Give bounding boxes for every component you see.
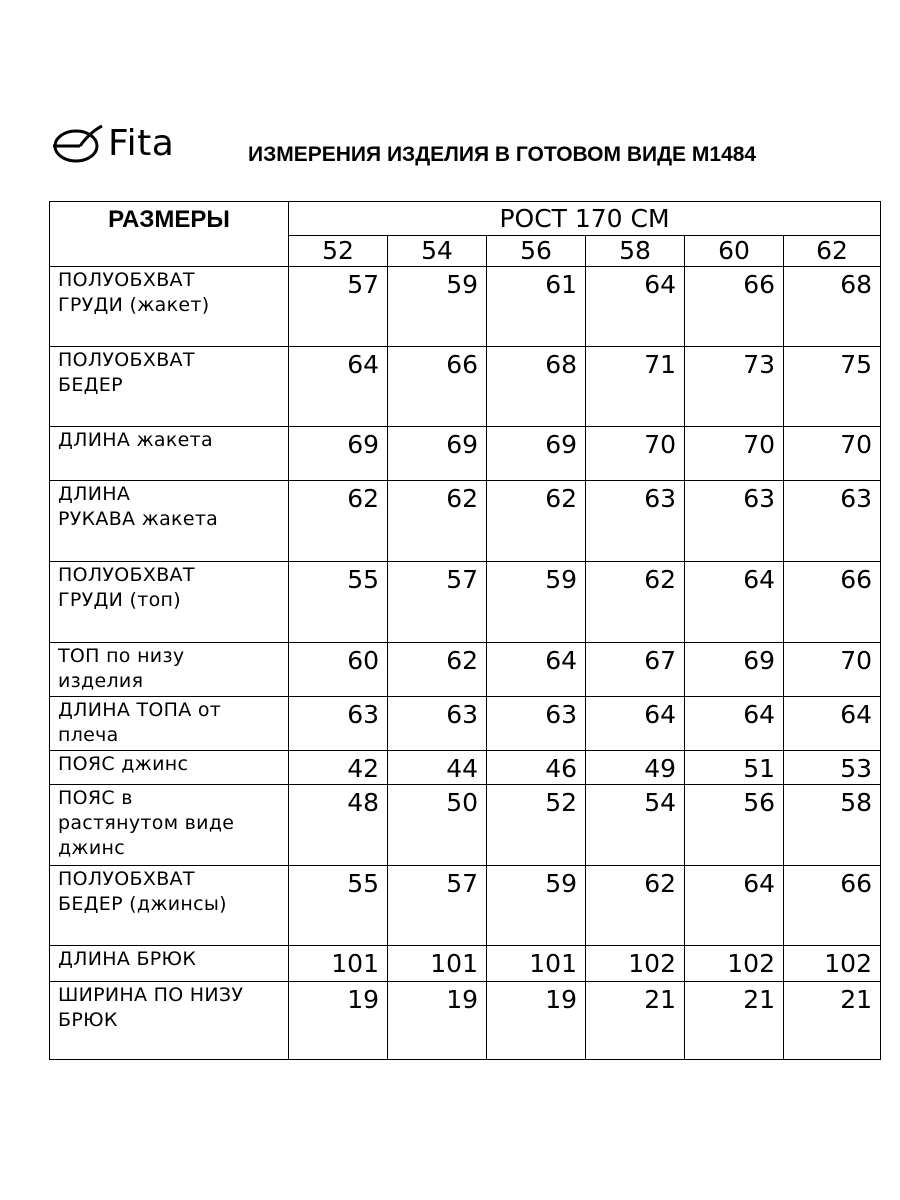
measurement-value: 55 — [289, 866, 388, 946]
table-row — [50, 982, 881, 1060]
measurement-value: 64 — [289, 347, 388, 427]
measurement-value: 62 — [586, 866, 685, 946]
table-row — [50, 347, 881, 427]
growth-header: РОСТ 170 СМ — [289, 202, 881, 236]
measurement-label-line: ШИРИНА ПО НИЗУ — [58, 984, 244, 1006]
table-row — [50, 643, 881, 697]
measurement-value: 66 — [784, 562, 881, 643]
measurement-value: 102 — [685, 946, 784, 982]
measurement-label-line: БЕДЕР — [58, 374, 123, 396]
measurement-label-line: ПОЯС в — [58, 787, 133, 809]
measurement-value: 64 — [487, 643, 586, 697]
measurement-label — [50, 982, 289, 1060]
measurement-label-line: ГРУДИ (топ) — [58, 589, 181, 611]
measurement-value: 66 — [685, 267, 784, 347]
measurement-value: 61 — [487, 267, 586, 347]
brand-name: Fita — [108, 123, 175, 164]
measurement-label-line: изделия — [58, 670, 144, 692]
fita-logo-icon — [50, 122, 104, 166]
table-row — [50, 751, 881, 785]
measurement-label — [50, 785, 289, 866]
measurement-label-line: ТОП по низу — [58, 645, 185, 667]
measurement-value: 55 — [289, 562, 388, 643]
measurement-value: 46 — [487, 751, 586, 785]
measurement-value: 64 — [784, 697, 881, 751]
table-row — [50, 946, 881, 982]
measurement-value: 68 — [487, 347, 586, 427]
table-row — [50, 427, 881, 481]
measurement-label-line: ДЛИНА — [58, 483, 131, 505]
measurement-value: 62 — [586, 562, 685, 643]
measurement-value: 67 — [586, 643, 685, 697]
measurement-value: 57 — [388, 562, 487, 643]
size-header: 52 — [289, 236, 388, 267]
measurement-label-line: плеча — [58, 724, 119, 746]
measurement-value: 19 — [289, 982, 388, 1060]
measurement-value: 51 — [685, 751, 784, 785]
measurement-label-line: ПОЛУОБХВАТ — [58, 868, 195, 890]
measurement-value: 62 — [289, 481, 388, 562]
measurement-value: 71 — [586, 347, 685, 427]
measurement-label-line: ДЛИНА БРЮК — [58, 948, 197, 970]
measurement-label-line: ПОЛУОБХВАТ — [58, 349, 195, 371]
measurement-value: 64 — [586, 267, 685, 347]
measurement-label-line: ПОЯС джинс — [58, 753, 189, 775]
measurement-value: 57 — [289, 267, 388, 347]
size-header: 54 — [388, 236, 487, 267]
table-row — [50, 267, 881, 347]
measurement-value: 21 — [586, 982, 685, 1060]
size-header: 56 — [487, 236, 586, 267]
measurement-value: 63 — [487, 697, 586, 751]
measurement-value: 69 — [289, 427, 388, 481]
measurement-label — [50, 562, 289, 643]
measurement-value: 101 — [289, 946, 388, 982]
document-title: ИЗМЕРЕНИЯ ИЗДЕЛИЯ В ГОТОВОМ ВИДЕ М1484 — [248, 143, 757, 166]
measurement-value: 42 — [289, 751, 388, 785]
measurement-label — [50, 643, 289, 697]
measurement-value: 56 — [685, 785, 784, 866]
measurement-value: 54 — [586, 785, 685, 866]
size-header: 58 — [586, 236, 685, 267]
measurement-value: 64 — [685, 562, 784, 643]
measurement-label-line: БЕДЕР (джинсы) — [58, 893, 227, 915]
size-header: 62 — [784, 236, 881, 267]
measurement-value: 70 — [784, 643, 881, 697]
measurement-value: 69 — [685, 643, 784, 697]
measurement-label-line: РУКАВА жакета — [58, 508, 219, 530]
measurement-label-line: ГРУДИ (жакет) — [58, 294, 210, 316]
table-header-row — [50, 202, 881, 236]
sizes-header: РАЗМЕРЫ — [50, 202, 289, 267]
table-row — [50, 866, 881, 946]
measurement-label — [50, 481, 289, 562]
measurement-value: 53 — [784, 751, 881, 785]
measurement-value: 69 — [388, 427, 487, 481]
measurement-value: 50 — [388, 785, 487, 866]
measurement-value: 70 — [784, 427, 881, 481]
measurement-value: 101 — [388, 946, 487, 982]
measurement-value: 64 — [685, 866, 784, 946]
measurement-value: 70 — [685, 427, 784, 481]
measurement-value: 59 — [487, 562, 586, 643]
brand-logo — [50, 122, 174, 166]
measurement-label — [50, 751, 289, 785]
measurement-label — [50, 267, 289, 347]
measurement-value: 63 — [388, 697, 487, 751]
measurement-value: 58 — [784, 785, 881, 866]
measurement-value: 63 — [784, 481, 881, 562]
measurement-value: 69 — [487, 427, 586, 481]
measurement-value: 66 — [784, 866, 881, 946]
measurement-value: 21 — [685, 982, 784, 1060]
measurement-value: 57 — [388, 866, 487, 946]
measurement-value: 62 — [487, 481, 586, 562]
measurement-value: 59 — [487, 866, 586, 946]
measurement-label-line: ДЛИНА жакета — [58, 429, 213, 451]
measurement-value: 73 — [685, 347, 784, 427]
size-table — [49, 201, 881, 1060]
measurement-label-line: БРЮК — [58, 1009, 118, 1031]
measurement-label — [50, 347, 289, 427]
measurement-value: 64 — [586, 697, 685, 751]
measurement-label-line: растянутом виде — [58, 812, 235, 834]
measurement-value: 75 — [784, 347, 881, 427]
measurement-value: 66 — [388, 347, 487, 427]
measurement-value: 62 — [388, 643, 487, 697]
measurement-value: 19 — [487, 982, 586, 1060]
measurement-label-line: ДЛИНА ТОПА от — [58, 699, 222, 721]
measurement-value: 19 — [388, 982, 487, 1060]
measurement-value: 60 — [289, 643, 388, 697]
table-row — [50, 481, 881, 562]
measurement-value: 70 — [586, 427, 685, 481]
measurement-label — [50, 427, 289, 481]
measurement-value: 44 — [388, 751, 487, 785]
table-row — [50, 785, 881, 866]
measurement-value: 63 — [685, 481, 784, 562]
measurement-value: 102 — [586, 946, 685, 982]
table-row — [50, 697, 881, 751]
table-row — [50, 562, 881, 643]
size-header: 60 — [685, 236, 784, 267]
measurement-value: 68 — [784, 267, 881, 347]
measurement-value: 102 — [784, 946, 881, 982]
measurement-label-line: ПОЛУОБХВАТ — [58, 564, 195, 586]
measurement-label-line: джинс — [58, 837, 125, 859]
measurement-value: 59 — [388, 267, 487, 347]
measurement-value: 48 — [289, 785, 388, 866]
measurement-value: 63 — [586, 481, 685, 562]
measurement-value: 21 — [784, 982, 881, 1060]
measurement-label-line: ПОЛУОБХВАТ — [58, 269, 195, 291]
measurement-value: 52 — [487, 785, 586, 866]
measurement-value: 64 — [685, 697, 784, 751]
measurement-label — [50, 946, 289, 982]
measurement-value: 62 — [388, 481, 487, 562]
measurement-value: 49 — [586, 751, 685, 785]
measurement-label — [50, 697, 289, 751]
measurement-label — [50, 866, 289, 946]
measurement-value: 63 — [289, 697, 388, 751]
measurement-value: 101 — [487, 946, 586, 982]
